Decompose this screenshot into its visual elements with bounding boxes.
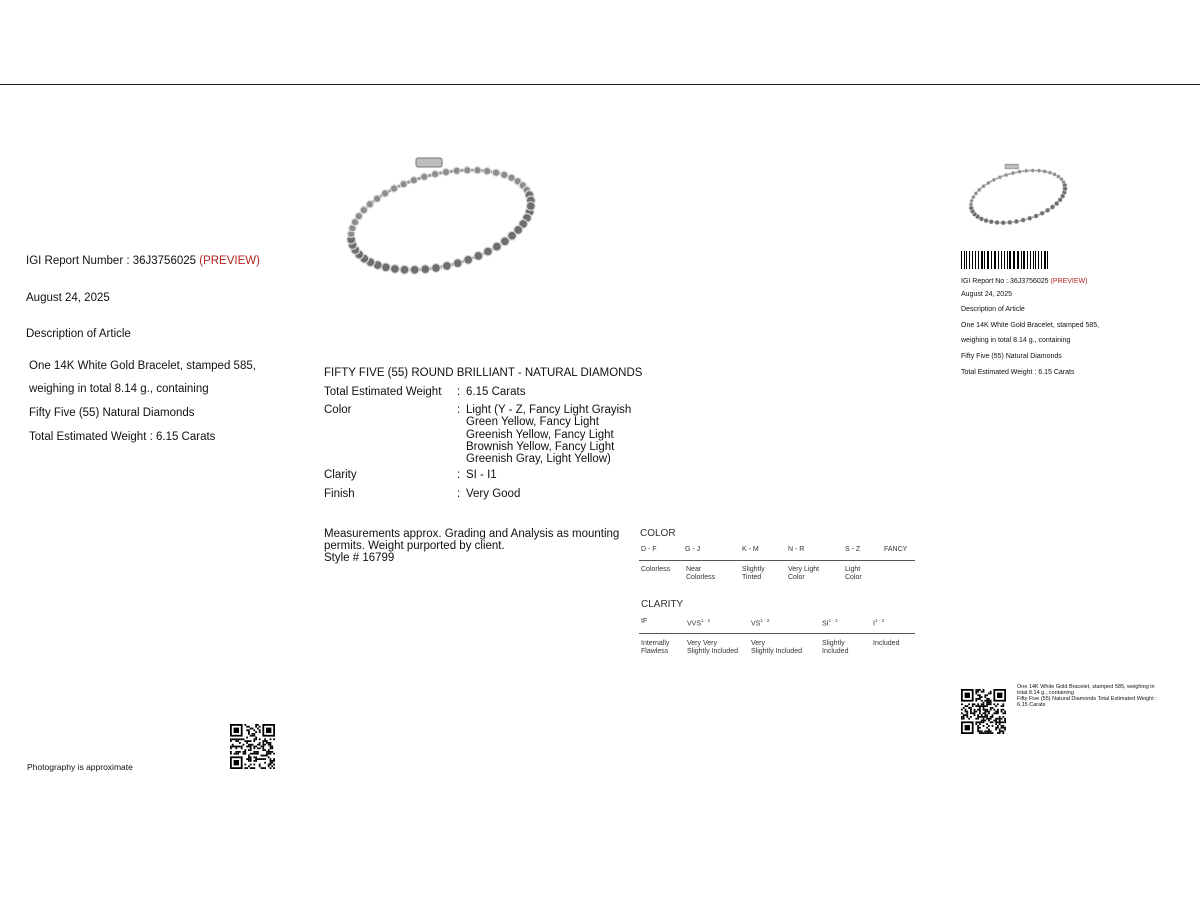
grading-heading: FIFTY FIVE (55) ROUND BRILLIANT - NATURAL DIAMONDS — [324, 367, 643, 379]
color-grade: N - R — [788, 546, 805, 553]
color-desc — [845, 566, 862, 582]
grading-row-colon: : — [457, 386, 461, 398]
qr-caption — [1017, 684, 1182, 708]
report-number-label: IGI Report Number : 36J3756025 — [26, 255, 197, 267]
mini-report-date: August 24, 2025 — [961, 291, 1012, 298]
clarity-scale-title: CLARITY — [641, 599, 684, 610]
grading-row-label: Color — [324, 404, 352, 416]
clarity-grade-base: SI — [822, 620, 829, 628]
color-desc-line: Light — [845, 566, 861, 573]
clarity-grade-sup: 1 - 3 — [874, 618, 884, 623]
grading-row-label: Clarity — [324, 469, 357, 481]
grading-row-value: Very Good — [466, 488, 521, 500]
barcode-icon — [961, 251, 1051, 269]
bracelet-thumbnail — [962, 160, 1074, 228]
clarity-grade — [641, 618, 647, 625]
color-desc-line: Color — [788, 574, 805, 581]
clarity-grade-base: VS — [751, 620, 761, 628]
color-desc — [742, 566, 765, 582]
color-desc — [788, 566, 819, 582]
qr-code-icon[interactable] — [230, 724, 275, 769]
description-line: Fifty Five (55) Natural Diamonds — [29, 407, 195, 419]
clarity-grade-sup: 1 - 2 — [701, 618, 711, 623]
clarity-grade — [687, 618, 710, 627]
clarity-desc — [873, 640, 899, 648]
clarity-grade-sup: 1 - 2 — [828, 618, 838, 623]
color-desc-line: Near — [686, 566, 702, 573]
clarity-grade-base: I — [873, 620, 875, 628]
grading-row-value: SI - I1 — [466, 469, 497, 481]
grading-row-colon: : — [457, 469, 461, 481]
qr-code-icon[interactable] — [961, 689, 1006, 734]
clarity-grade-base: IF — [641, 618, 648, 625]
clarity-grade-sup: 1 - 2 — [760, 618, 770, 623]
description-heading: Description of Article — [26, 328, 131, 340]
clarity-desc-line: Included — [822, 648, 849, 655]
report-number — [26, 255, 260, 267]
clarity-desc-line: Flawless — [641, 648, 669, 655]
preview-badge: (PREVIEW) — [199, 255, 260, 267]
clarity-desc-line: Slightly Included — [687, 648, 738, 655]
comment-line: Measurements approx. Grading and Analysis as mounting — [324, 528, 620, 540]
clarity-desc — [641, 640, 669, 656]
mini-description-line: Total Estimated Weight : 6.15 Carats — [961, 369, 1075, 376]
mini-report-number-label: IGI Report No : 36J3756025 — [961, 278, 1049, 285]
color-desc-line: Tinted — [742, 574, 762, 581]
color-grade: D - F — [641, 546, 657, 553]
mini-description-line: weighing in total 8.14 g., containing — [961, 337, 1071, 344]
grading-row-value: 6.15 Carats — [466, 386, 526, 398]
clarity-grade — [822, 618, 838, 627]
color-value — [466, 404, 631, 465]
color-desc-line: Colorless — [686, 574, 716, 581]
color-desc-line: Colorless — [641, 566, 671, 573]
color-value-line: Greenish Yellow, Fancy Light — [466, 428, 614, 441]
clarity-desc-line: Very — [751, 640, 766, 647]
clarity-desc-line: Included — [873, 640, 900, 647]
color-grade: S - Z — [845, 546, 861, 553]
color-value-line: Greenish Gray, Light Yellow) — [466, 453, 611, 466]
comment-line: Style # 16799 — [324, 552, 395, 564]
clarity-grade-base: VVS — [687, 620, 702, 628]
color-value-line: Brownish Yellow, Fancy Light — [466, 440, 615, 453]
color-desc-line: Very Light — [788, 566, 820, 573]
comments — [324, 528, 619, 564]
description-line: weighing in total 8.14 g., containing — [29, 383, 209, 395]
color-desc-line: Slightly — [742, 566, 765, 573]
photography-note: Photography is approximate — [27, 762, 133, 772]
mini-description-line: One 14K White Gold Bracelet, stamped 585, — [961, 322, 1100, 329]
clarity-desc — [687, 640, 738, 656]
clarity-desc — [822, 640, 848, 656]
mini-preview-badge: (PREVIEW) — [1050, 278, 1088, 285]
qr-caption-line: One 14K White Gold Bracelet, stamped 585, weighing in — [1017, 684, 1155, 690]
qr-caption-line: 6.15 Carats — [1017, 702, 1046, 708]
color-scale-rule — [639, 560, 915, 561]
color-grade: G - J — [685, 546, 701, 553]
color-grade: K - M — [742, 546, 759, 553]
clarity-grade — [873, 618, 884, 627]
clarity-desc — [751, 640, 802, 656]
color-grade: FANCY — [884, 546, 908, 553]
clarity-desc-line: Very Very — [687, 640, 717, 647]
clarity-grade — [751, 618, 769, 627]
grading-row-colon: : — [457, 488, 461, 500]
mini-report-number — [961, 278, 1087, 285]
report-date: August 24, 2025 — [26, 292, 110, 304]
grading-row-label: Finish — [324, 488, 355, 500]
description-line: One 14K White Gold Bracelet, stamped 585, — [29, 360, 256, 372]
grading-row-label: Total Estimated Weight — [324, 386, 442, 398]
clarity-scale-rule — [639, 633, 915, 634]
color-desc — [686, 566, 715, 582]
color-desc — [641, 566, 670, 574]
top-divider — [0, 84, 1200, 85]
qr-caption-line: total 8.14 g., containing — [1017, 690, 1074, 696]
mini-description-line: Fifty Five (55) Natural Diamonds — [961, 353, 1062, 360]
clarity-desc-line: Slightly — [822, 640, 845, 647]
mini-description-heading: Description of Article — [961, 306, 1025, 313]
bracelet-photo — [336, 150, 546, 280]
color-value-line: Green Yellow, Fancy Light — [466, 416, 599, 429]
qr-caption-line: Fifty Five (55) Natural Diamonds Total Estimated Weight : — [1017, 696, 1157, 702]
comment-line: permits. Weight purported by client. — [324, 540, 505, 552]
color-value-line: Light (Y - Z, Fancy Light Grayish — [466, 404, 632, 416]
grading-row-colon: : — [457, 404, 461, 416]
clarity-desc-line: Slightly Included — [751, 648, 802, 655]
description-line: Total Estimated Weight : 6.15 Carats — [29, 431, 216, 443]
color-desc-line: Color — [845, 574, 862, 581]
clarity-desc-line: Internally — [641, 640, 670, 647]
color-scale-title: COLOR — [640, 528, 676, 539]
